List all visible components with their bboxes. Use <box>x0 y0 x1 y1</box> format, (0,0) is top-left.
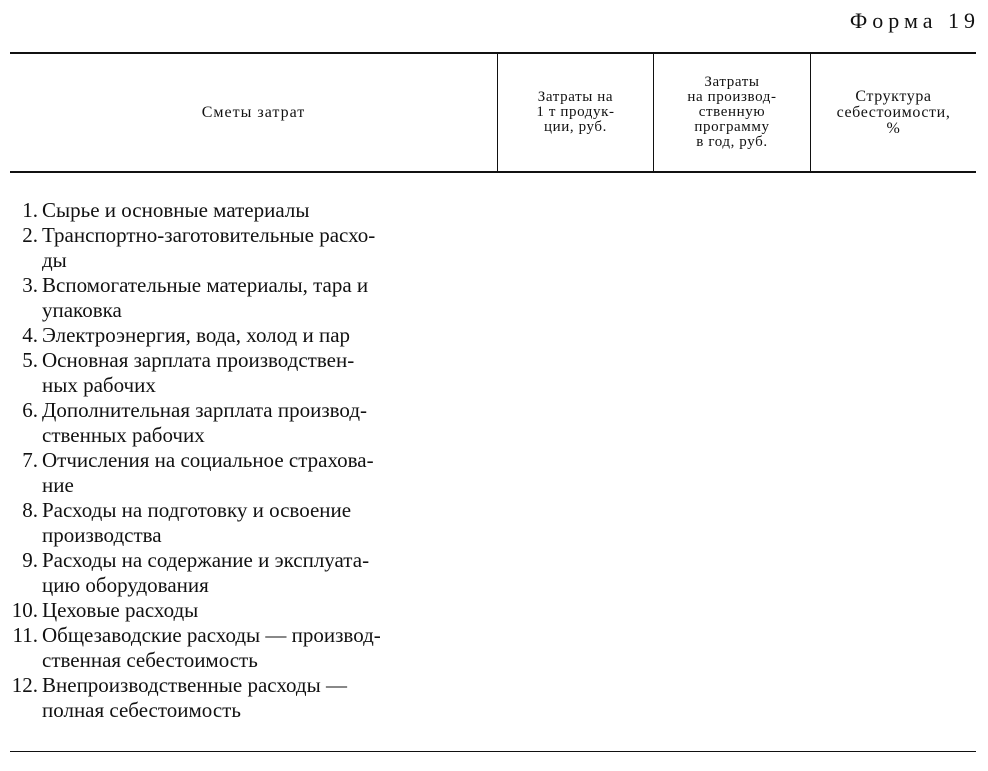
item-number: 4. <box>22 323 38 347</box>
header-line: Затраты <box>704 74 760 90</box>
item-line: ние <box>42 473 74 497</box>
item-number: 1. <box>22 198 38 222</box>
item-number: 2. <box>22 223 38 247</box>
item-label <box>38 273 484 323</box>
item-line: Цеховые расходы <box>42 598 199 622</box>
item-label <box>38 398 484 448</box>
item-number: 3. <box>22 273 38 297</box>
item-line: производства <box>42 523 162 547</box>
header-line: программу <box>694 119 770 135</box>
cost-item-row <box>0 448 500 498</box>
item-line: упаковка <box>42 298 122 322</box>
item-line: Электроэнергия, вода, холод и пар <box>42 323 351 347</box>
item-line: ственных рабочих <box>42 423 205 447</box>
cost-item-row <box>0 623 500 673</box>
cost-item-row <box>0 398 500 448</box>
item-line: Отчисления на социальное страхова- <box>42 448 374 472</box>
item-line: Вспомогательные материалы, тара и <box>42 273 369 297</box>
item-label <box>38 623 484 673</box>
form-label: Форма 19 <box>849 8 980 33</box>
item-line: Транспортно-заготовительные расхо- <box>42 223 376 247</box>
item-label <box>38 223 484 273</box>
cost-item-row <box>0 598 500 623</box>
item-label <box>38 548 484 598</box>
header-line: ции, руб. <box>544 119 607 135</box>
item-line: Дополнительная зарплата производ- <box>42 398 367 422</box>
cost-item-row <box>0 348 500 398</box>
header-line: на производ- <box>687 89 777 105</box>
cost-item-row <box>0 498 500 548</box>
item-number: 8. <box>22 498 38 522</box>
item-number: 11. <box>12 623 38 647</box>
item-line: ных рабочих <box>42 373 156 397</box>
item-line: Расходы на содержание и эксплуата- <box>42 548 370 572</box>
cost-item-row <box>0 548 500 598</box>
header-cost-structure <box>811 54 976 171</box>
item-line: полная себестоимость <box>42 698 241 722</box>
cost-item-row <box>0 673 500 723</box>
item-line: Общезаводские расходы — производ- <box>42 623 381 647</box>
header-cost-per-year <box>654 54 810 171</box>
table-bottom-rule <box>10 751 976 752</box>
item-label <box>38 348 484 398</box>
header-line: себестоимости, <box>836 103 951 121</box>
item-label <box>38 323 484 348</box>
item-number: 7. <box>22 448 38 472</box>
cost-item-row <box>0 273 500 323</box>
item-number: 10. <box>11 598 38 622</box>
item-number: 9. <box>22 548 38 572</box>
header-line: 1 т продук- <box>536 104 615 120</box>
cost-item-row <box>0 223 500 273</box>
item-line: ственная себестоимость <box>42 648 258 672</box>
header-cost-per-ton <box>498 54 653 171</box>
item-number: 12. <box>11 673 38 697</box>
item-label <box>38 598 484 623</box>
header-cost-estimates <box>10 54 497 171</box>
item-label <box>38 198 484 223</box>
item-line: Основная зарплата производствен- <box>42 348 355 372</box>
header-line: Структура <box>855 87 932 105</box>
item-line: Сырье и основные материалы <box>42 198 310 222</box>
item-number: 5. <box>22 348 38 372</box>
cost-item-list <box>0 198 500 723</box>
item-number: 6. <box>22 398 38 422</box>
item-line: Расходы на подготовку и освоение <box>42 498 352 522</box>
header-line: Затраты на <box>537 89 614 105</box>
item-line: цию оборудования <box>42 573 209 597</box>
item-line: Внепроизводственные расходы — <box>42 673 347 697</box>
cost-item-row <box>0 198 500 223</box>
item-label <box>38 448 484 498</box>
cost-item-row <box>0 323 500 348</box>
header-bottom-rule <box>10 171 976 173</box>
header-line: % <box>886 119 901 137</box>
header-line: Сметы затрат <box>201 104 306 121</box>
item-line: ды <box>42 248 67 272</box>
item-label <box>38 498 484 548</box>
item-label <box>38 673 484 723</box>
header-line: в год, руб. <box>696 134 768 150</box>
header-line: ственную <box>698 104 766 120</box>
